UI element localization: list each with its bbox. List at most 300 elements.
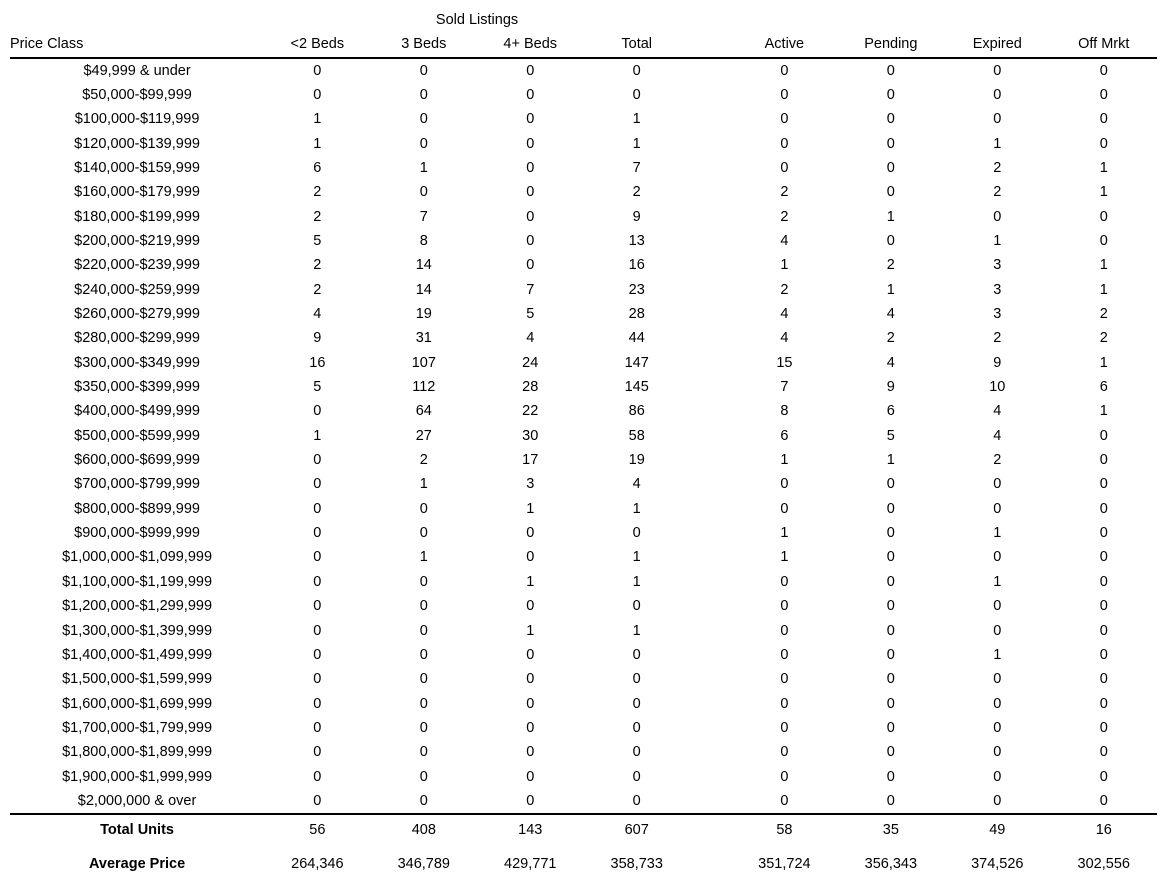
group-gap-cell [690,278,731,302]
cell-4plus-beds: 5 [526,306,535,323]
cell-pending: 0 [886,62,895,79]
cell-expired: 0 [993,719,1002,736]
price-class-label: $280,000-$299,999 [74,330,200,347]
cell-under-2-beds: 1 [313,111,322,128]
price-class-label: $1,900,000-$1,999,999 [62,768,213,785]
cell-active: 2 [780,184,789,201]
total-units-off-mrkt: 16 [1095,822,1112,839]
cell-under-2-beds: 0 [313,768,322,785]
cell-expired: 2 [993,184,1002,201]
cell-3-beds: 107 [411,354,436,371]
cell-3-beds: 0 [419,695,428,712]
cell-pending: 9 [886,379,895,396]
cell-pending: 1 [886,452,895,469]
cell-under-2-beds: 0 [313,549,322,566]
average-price-pending: 356,343 [864,856,918,873]
price-class-label: $50,000-$99,999 [82,86,192,103]
total-units-gap [690,815,731,845]
table-row [10,351,1157,375]
average-price-3-beds: 346,789 [397,856,450,873]
total-units-expired: 49 [989,822,1006,839]
cell-3-beds: 0 [419,671,428,688]
cell-4plus-beds: 1 [526,500,535,517]
cell-under-2-beds: 5 [313,233,322,249]
cell-expired: 0 [993,62,1002,79]
cell-total: 4 [632,476,641,493]
cell-under-2-beds: 0 [313,403,322,420]
cell-expired: 0 [993,622,1002,639]
column-header-under-2-beds: <2 Beds [290,36,345,53]
price-class-table [10,8,1157,879]
cell-4plus-beds: 0 [526,695,535,712]
cell-off-mrkt: 1 [1099,281,1108,298]
cell-off-mrkt: 1 [1099,159,1108,176]
cell-3-beds: 0 [419,646,428,663]
group-gap-cell [690,765,731,789]
group-gap-cell [690,205,731,229]
column-header-active: Active [764,36,805,53]
cell-under-2-beds: 1 [313,427,322,444]
cell-expired: 0 [993,549,1002,566]
cell-under-2-beds: 0 [313,744,322,761]
table-row [10,570,1157,594]
cell-under-2-beds: 0 [313,646,322,663]
column-header-4plus-beds: 4+ Beds [503,36,558,53]
cell-3-beds: 8 [419,233,428,249]
group-gap-cell [690,472,731,496]
group-gap-cell [690,132,731,156]
group-gap-cell [690,594,731,618]
group-gap-cell [690,83,731,107]
group-gap-cell [690,253,731,277]
cell-expired: 0 [993,792,1002,809]
cell-pending: 0 [886,695,895,712]
group-gap-cell [690,740,731,764]
cell-4plus-beds: 0 [526,768,535,785]
group-gap-cell [690,375,731,399]
cell-expired: 0 [993,86,1002,103]
cell-4plus-beds: 0 [526,671,535,688]
cell-off-mrkt: 0 [1099,476,1108,493]
cell-under-2-beds: 6 [313,159,322,176]
cell-4plus-beds: 0 [526,135,535,152]
cell-off-mrkt: 0 [1099,744,1108,761]
cell-expired: 10 [989,379,1006,396]
cell-pending: 0 [886,159,895,176]
cell-active: 0 [780,671,789,688]
cell-pending: 0 [886,646,895,663]
cell-off-mrkt: 1 [1099,257,1108,274]
cell-pending: 0 [886,671,895,688]
cell-pending: 0 [886,500,895,517]
cell-4plus-beds: 1 [526,622,535,639]
cell-expired: 1 [993,233,1002,249]
cell-3-beds: 0 [419,86,428,103]
cell-total: 2 [632,184,641,201]
cell-3-beds: 0 [419,184,428,201]
cell-pending: 0 [886,476,895,493]
price-class-label: $1,800,000-$1,899,999 [62,744,213,761]
cell-under-2-beds: 0 [313,500,322,517]
cell-off-mrkt: 0 [1099,500,1108,517]
group-gap-cell [690,619,731,643]
cell-4plus-beds: 0 [526,549,535,566]
group-gap-cell [690,521,731,545]
price-class-label: $1,700,000-$1,799,999 [62,719,213,736]
cell-off-mrkt: 0 [1099,86,1108,103]
price-class-label: $49,999 & under [83,62,191,79]
cell-total: 1 [632,573,641,590]
cell-3-beds: 0 [419,768,428,785]
cell-expired: 0 [993,695,1002,712]
price-class-label: $220,000-$239,999 [74,257,200,274]
cell-4plus-beds: 7 [526,281,535,298]
cell-under-2-beds: 0 [313,573,322,590]
cell-active: 6 [780,427,789,444]
cell-active: 4 [780,233,789,249]
table-row [10,521,1157,545]
cell-active: 0 [780,135,789,152]
cell-4plus-beds: 0 [526,525,535,542]
cell-off-mrkt: 2 [1099,330,1108,347]
cell-4plus-beds: 0 [526,744,535,761]
cell-expired: 0 [993,671,1002,688]
cell-pending: 0 [886,549,895,566]
cell-pending: 0 [886,184,895,201]
cell-active: 1 [780,257,789,274]
price-class-label: $350,000-$399,999 [74,379,200,396]
cell-under-2-beds: 9 [313,330,322,347]
cell-total: 0 [632,646,641,663]
cell-pending: 1 [886,208,895,225]
cell-3-beds: 0 [419,573,428,590]
cell-total: 0 [632,525,641,542]
cell-total: 1 [632,622,641,639]
price-class-label: $900,000-$999,999 [74,525,200,542]
column-header-price-class: Price Class [10,36,84,53]
table-row [10,278,1157,302]
cell-off-mrkt: 0 [1099,646,1108,663]
cell-total: 0 [632,598,641,615]
cell-3-beds: 27 [415,427,432,444]
cell-pending: 4 [886,306,895,323]
price-class-label: $120,000-$139,999 [74,135,200,152]
group-header-row [10,8,1157,32]
price-class-label: $160,000-$179,999 [74,184,200,201]
cell-expired: 0 [993,598,1002,615]
cell-4plus-beds: 0 [526,111,535,128]
group-header-blank-3 [944,8,1050,32]
cell-active: 0 [780,695,789,712]
cell-off-mrkt: 0 [1099,452,1108,469]
cell-pending: 2 [886,257,895,274]
cell-total: 19 [628,452,645,469]
table-row [10,253,1157,277]
cell-total: 13 [628,233,645,249]
cell-off-mrkt: 0 [1099,573,1108,590]
cell-3-beds: 14 [415,281,432,298]
table-row [10,205,1157,229]
cell-under-2-beds: 2 [313,257,322,274]
cell-active: 0 [780,646,789,663]
cell-pending: 2 [886,330,895,347]
cell-off-mrkt: 0 [1099,135,1108,152]
group-gap-cell [690,570,731,594]
cell-3-beds: 31 [415,330,432,347]
cell-3-beds: 0 [419,792,428,809]
cell-active: 1 [780,525,789,542]
cell-off-mrkt: 0 [1099,525,1108,542]
cell-active: 15 [776,354,793,371]
cell-3-beds: 1 [419,549,428,566]
cell-4plus-beds: 0 [526,184,535,201]
cell-active: 0 [780,622,789,639]
cell-off-mrkt: 1 [1099,184,1108,201]
average-price-under-2-beds: 264,346 [291,856,344,873]
cell-4plus-beds: 30 [522,427,539,444]
cell-3-beds: 112 [412,379,436,396]
table-row [10,594,1157,618]
cell-under-2-beds: 2 [313,281,322,298]
table-row [10,765,1157,789]
price-class-label: $700,000-$799,999 [74,476,200,493]
price-class-label: $2,000,000 & over [77,792,197,809]
group-gap-cell [690,156,731,180]
cell-expired: 3 [993,281,1002,298]
sold-listings-group-label: Sold Listings [435,12,519,28]
cell-4plus-beds: 0 [526,159,535,176]
price-class-label: $180,000-$199,999 [74,208,200,225]
table-row [10,83,1157,107]
cell-under-2-beds: 5 [313,379,322,396]
cell-off-mrkt: 0 [1099,111,1108,128]
table-row [10,497,1157,521]
cell-off-mrkt: 1 [1099,403,1108,420]
cell-expired: 9 [993,354,1002,371]
cell-4plus-beds: 3 [526,476,535,493]
cell-pending: 0 [886,233,895,249]
cell-active: 0 [780,476,789,493]
cell-3-beds: 0 [419,111,428,128]
cell-under-2-beds: 0 [313,598,322,615]
price-class-label: $500,000-$599,999 [74,427,200,444]
cell-under-2-beds: 0 [313,792,322,809]
cell-total: 1 [632,111,641,128]
cell-total: 1 [632,549,641,566]
table-row [10,789,1157,813]
cell-expired: 0 [993,744,1002,761]
cell-under-2-beds: 2 [313,184,322,201]
cell-4plus-beds: 0 [526,257,535,274]
cell-total: 0 [632,768,641,785]
total-units-4plus-beds: 143 [518,822,543,839]
average-price-4plus-beds: 429,771 [504,856,557,873]
price-class-label: $400,000-$499,999 [74,403,200,420]
group-gap-cell [690,692,731,716]
table-row [10,472,1157,496]
cell-total: 147 [624,354,649,371]
group-gap-cell [690,497,731,521]
cell-4plus-beds: 0 [526,646,535,663]
cell-active: 0 [780,792,789,809]
total-units-3-beds: 408 [411,822,436,839]
cell-4plus-beds: 0 [526,233,535,249]
cell-off-mrkt: 0 [1099,719,1108,736]
cell-expired: 1 [993,135,1002,152]
cell-3-beds: 1 [419,159,428,176]
cell-expired: 0 [993,208,1002,225]
cell-total: 145 [624,379,649,396]
cell-4plus-beds: 24 [522,354,539,371]
cell-under-2-beds: 0 [313,671,322,688]
cell-off-mrkt: 6 [1099,379,1108,396]
price-class-label: $1,500,000-$1,599,999 [62,671,213,688]
cell-total: 0 [632,695,641,712]
cell-under-2-beds: 0 [313,525,322,542]
cell-expired: 1 [993,525,1002,542]
average-price-total: 358,733 [610,856,663,873]
group-header-blank-1 [731,8,837,32]
group-gap-cell [690,545,731,569]
total-units-total: 607 [624,822,649,839]
group-gap-cell [690,716,731,740]
table-row [10,302,1157,326]
cell-off-mrkt: 2 [1099,306,1108,323]
cell-total: 28 [628,306,645,323]
table-row [10,448,1157,472]
total-units-label: Total Units [100,822,174,839]
group-gap-cell [690,448,731,472]
table-row [10,375,1157,399]
cell-expired: 0 [993,768,1002,785]
group-gap-cell [690,180,731,204]
cell-4plus-beds: 1 [526,573,535,590]
group-gap-cell [690,107,731,131]
cell-expired: 0 [993,476,1002,493]
cell-pending: 0 [886,86,895,103]
cell-total: 16 [628,257,645,274]
cell-3-beds: 0 [419,135,428,152]
cell-off-mrkt: 0 [1099,695,1108,712]
cell-pending: 0 [886,135,895,152]
cell-off-mrkt: 0 [1099,768,1108,785]
cell-3-beds: 0 [419,525,428,542]
price-class-label: $200,000-$219,999 [74,233,200,249]
cell-off-mrkt: 1 [1099,354,1108,371]
average-price-gap [690,849,731,879]
group-header-spacer [10,8,264,32]
cell-active: 2 [780,208,789,225]
cell-3-beds: 2 [419,452,428,469]
cell-off-mrkt: 0 [1099,208,1108,225]
cell-off-mrkt: 0 [1099,792,1108,809]
price-class-label: $140,000-$159,999 [74,159,200,176]
total-units-active: 58 [776,822,793,839]
cell-under-2-beds: 0 [313,695,322,712]
column-header-total: Total [621,36,653,53]
cell-pending: 0 [886,111,895,128]
group-header-blank-4 [1051,8,1157,32]
cell-pending: 0 [886,719,895,736]
group-gap-cell [690,229,731,253]
cell-total: 58 [628,427,645,444]
cell-active: 4 [780,330,789,347]
group-gap-cell [690,326,731,350]
column-header-off-mrkt: Off Mrkt [1078,36,1130,53]
cell-4plus-beds: 0 [526,208,535,225]
table-row [10,399,1157,423]
cell-pending: 0 [886,525,895,542]
table-row [10,132,1157,156]
table-row [10,619,1157,643]
group-gap-cell [690,351,731,375]
price-class-label: $260,000-$279,999 [74,306,200,323]
cell-4plus-beds: 0 [526,792,535,809]
cell-under-2-beds: 0 [313,476,322,493]
cell-total: 7 [632,159,641,176]
cell-pending: 6 [886,403,895,420]
cell-active: 0 [780,744,789,761]
cell-3-beds: 0 [419,500,428,517]
cell-expired: 0 [993,111,1002,128]
total-units-pending: 35 [882,822,899,839]
price-class-label: $1,600,000-$1,699,999 [62,695,213,712]
cell-off-mrkt: 0 [1099,233,1108,249]
column-header-expired: Expired [972,36,1022,53]
price-class-label: $1,300,000-$1,399,999 [62,622,213,639]
cell-expired: 4 [993,427,1002,444]
cell-expired: 3 [993,257,1002,274]
cell-pending: 0 [886,768,895,785]
cell-3-beds: 14 [415,257,432,274]
data-rows-body [10,59,1157,814]
cell-3-beds: 0 [419,744,428,761]
table-row [10,180,1157,204]
cell-4plus-beds: 0 [526,719,535,736]
group-gap-cell [690,59,731,83]
cell-total: 0 [632,744,641,761]
column-header-row [10,32,1157,56]
cell-total: 0 [632,792,641,809]
cell-total: 1 [632,500,641,517]
table-row [10,229,1157,253]
cell-total: 86 [628,403,645,420]
cell-active: 0 [780,573,789,590]
cell-active: 0 [780,86,789,103]
cell-under-2-beds: 0 [313,452,322,469]
cell-active: 0 [780,500,789,517]
cell-pending: 1 [886,281,895,298]
price-class-label: $300,000-$349,999 [74,354,200,371]
table-row [10,692,1157,716]
column-header-pending: Pending [864,36,918,53]
cell-total: 0 [632,719,641,736]
table-row [10,667,1157,691]
cell-under-2-beds: 0 [313,86,322,103]
table-row [10,643,1157,667]
price-class-label: $600,000-$699,999 [74,452,200,469]
table-row [10,716,1157,740]
cell-off-mrkt: 0 [1099,671,1108,688]
cell-under-2-beds: 16 [309,354,326,371]
table-row [10,545,1157,569]
cell-pending: 0 [886,573,895,590]
cell-3-beds: 64 [415,403,432,420]
cell-pending: 0 [886,792,895,809]
price-class-label: $240,000-$259,999 [74,281,200,298]
table-row [10,424,1157,448]
cell-off-mrkt: 0 [1099,427,1108,444]
